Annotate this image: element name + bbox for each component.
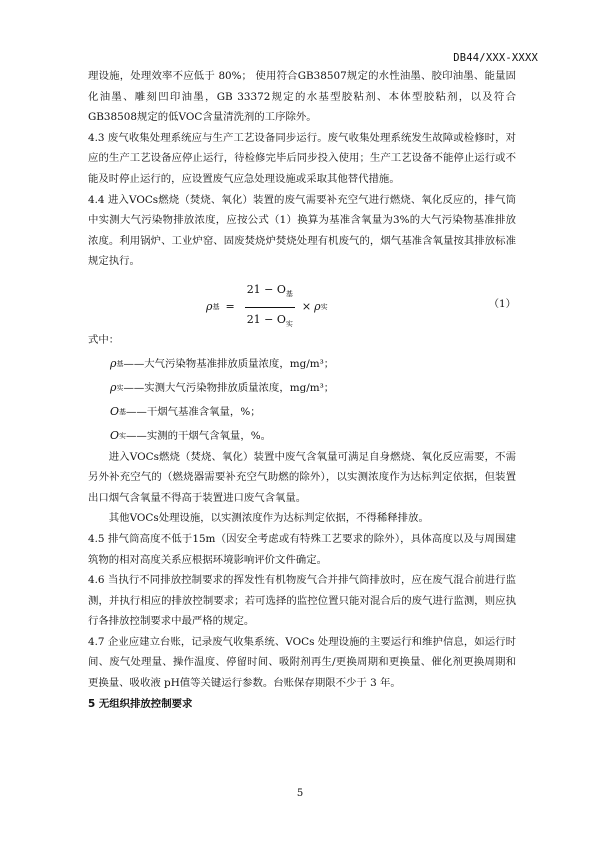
variable-definition	[110, 351, 516, 375]
formula-rhs-sub: 实	[320, 302, 328, 311]
paragraph-4-4: 4.4 进入VOCs燃烧（焚烧、氧化）装置的废气需要补充空气进行燃烧、氧化反应的，排气筒中实测大气污染物排放浓度，应按公式（1）换算为基准含氧量为3%的大气污染物基准排放浓度。利用锅炉、工业炉窑、固废焚烧炉焚烧处理有机废气的，烟气基准含氧量按其排放标准规定执行。	[88, 193, 516, 268]
formula-fraction	[245, 280, 295, 335]
formula-expression	[206, 280, 328, 335]
paragraph-4-3: 4.3 废气收集处理系统应与生产工艺设备同步运行。废气收集处理系统发生故障或检修时，对应的生产工艺设备应停止运行，待检修完毕后同步投入使用；生产工艺设备不能停止运行或不能及时停止运行的，应设置废气应急处理设施或采取其他替代措施。	[88, 131, 516, 185]
variable-symbol: ρ	[110, 356, 117, 370]
paragraph-4-5: 4.5 排气筒高度不低于15m（因安全考虑或有特殊工艺要求的除外），具体高度以及与周围建筑物的相对高度关系应根据环境影响评价文件确定。	[88, 532, 516, 566]
formula-den-text: 21 − O	[246, 312, 286, 326]
variable-sub: 基	[116, 359, 124, 368]
variable-definition	[110, 399, 516, 423]
paragraph-intro: 理设施，处理效率不应低于 80%； 使用符合GB38507规定的水性油墨、胶印油墨、能量固化油墨、雕刻凹印油墨，GB 33372规定的水基型胶粘剂、本体型胶粘剂，以及符合GB38508规定的低VOC含量清洗剂的工序除外。	[88, 70, 516, 124]
paragraph-combustion: 进入VOCs燃烧（焚烧、氧化）装置中废气含氧量可满足自身燃烧、氧化反应需要，不需另外补充空气的（燃烧器需要补充空气助燃的除外），以实测浓度作为达标判定依据，但装置出口烟气含氧量不得高于装置进口废气含氧量。	[88, 450, 516, 504]
variable-definition	[110, 423, 516, 447]
formula-equals: =	[225, 299, 235, 313]
formula-numerator	[245, 280, 295, 308]
document-code: DB44/XXX-XXXX	[453, 52, 538, 64]
formula-den-sub: 实	[285, 319, 293, 328]
section-title-5: 5 无组织排放控制要求	[88, 697, 193, 710]
paragraph-other-facilities: 其他VOCs处理设施，以实测浓度作为达标判定依据，不得稀释排放。	[108, 512, 429, 525]
formula-1	[88, 272, 516, 330]
variable-desc: ——干烟气基准含氧量，%；	[126, 405, 261, 418]
variable-sub: 实	[119, 431, 127, 440]
formula-num-text: 21 − O	[246, 282, 286, 296]
variable-symbol: O	[110, 404, 120, 418]
formula-num-sub: 基	[285, 290, 293, 299]
variable-desc: ——实测大气污染物排放质量浓度，mg/m³；	[123, 381, 335, 394]
document-body	[88, 66, 516, 714]
formula-lhs-sub: 基	[212, 302, 220, 311]
variable-definition	[110, 375, 516, 399]
variable-sub: 实	[116, 383, 124, 392]
where-label: 式中：	[88, 333, 120, 346]
formula-number: （1）	[488, 297, 516, 310]
page-number: 5	[296, 788, 304, 799]
formula-times: ×	[301, 299, 312, 313]
variable-sub: 基	[119, 407, 127, 416]
paragraph-4-7: 4.7 企业应建立台账，记录废气收集系统、VOCs 处理设施的主要运行和维护信息，如运行时间、废气处理量、操作温度、停留时间、吸附剂再生/更换周期和更换量、催化剂更换周期和更换量、吸收液 pH值等关键运行参数。台账保存期限不少于 3 年。	[88, 635, 516, 690]
variable-desc: ——大气污染物基准排放质量浓度，mg/m³；	[123, 357, 335, 370]
variable-symbol: O	[110, 428, 120, 442]
variable-desc: ——实测的干烟气含氧量，%。	[126, 429, 271, 442]
formula-lhs-symbol: ρ	[206, 299, 213, 313]
formula-rhs-symbol: ρ	[314, 299, 321, 313]
paragraph-4-6: 4.6 当执行不同排放控制要求的挥发性有机物废气合并排气筒排放时，应在废气混合前进行监测，并执行相应的排放控制要求；若可选择的监控位置只能对混合后的废气进行监测，则应执行各排放控制要求中最严格的规定。	[88, 574, 516, 628]
formula-denominator	[245, 308, 295, 335]
variable-symbol: ρ	[110, 380, 117, 394]
